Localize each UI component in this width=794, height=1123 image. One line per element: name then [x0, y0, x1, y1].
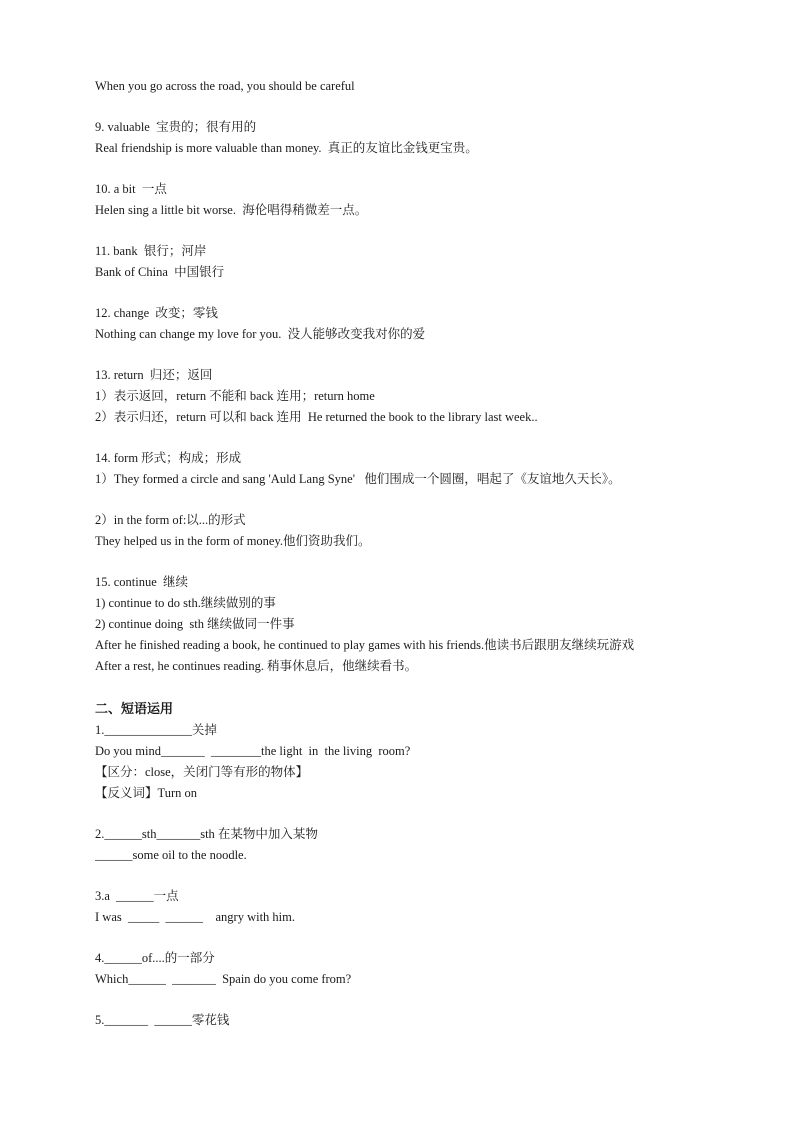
- item-line: 2) continue doing sth 继续做同一件事: [95, 617, 295, 631]
- item-head: 12. change 改变；零钱: [95, 306, 218, 320]
- item-line: Helen sing a little bit worse. 海伦唱得稍微差一点。: [95, 203, 368, 217]
- exercise-4: [95, 948, 735, 990]
- exercise-3: [95, 886, 735, 928]
- section-title: 二、短语运用: [95, 702, 174, 717]
- item-line: Real friendship is more valuable than money. 真正的友谊比金钱更宝贵。: [95, 141, 478, 155]
- exercise-line: 4.______of....的一部分: [95, 951, 215, 965]
- vocab-item-13: [95, 365, 735, 428]
- vocab-item-14: [95, 448, 735, 490]
- item-line: 1) continue to do sth.继续做别的事: [95, 596, 276, 610]
- item-line: 1）表示返回，return 不能和 back 连用；return home: [95, 389, 375, 403]
- exercise-line: 5._______ ______零花钱: [95, 1013, 230, 1027]
- item-line: After he finished reading a book, he continued to play games with his friends.他读书后跟朋友继续玩游戏: [95, 638, 635, 652]
- item-head: 9. valuable 宝贵的；很有用的: [95, 120, 257, 134]
- exercise-line: Which______ _______ Spain do you come from?: [95, 972, 352, 986]
- exercise-line: 2.______sth_______sth 在某物中加入某物: [95, 827, 318, 841]
- exercise-5: [95, 1010, 735, 1031]
- item-line: 1）They formed a circle and sang 'Auld Lang Syne' 他们围成一个圆圈，唱起了《友谊地久天长》。: [95, 472, 621, 486]
- item-line: After a rest, he continues reading. 稍事休息后，他继续看书。: [95, 659, 418, 673]
- item-head: 11. bank 银行；河岸: [95, 244, 207, 258]
- vocab-item-14-2: [95, 510, 735, 552]
- item-line: Nothing can change my love for you. 没人能够改变我对你的爱: [95, 327, 426, 341]
- item-head: 13. return 归还；返回: [95, 368, 213, 382]
- exercise-line: I was _____ ______ angry with him.: [95, 910, 295, 924]
- vocab-item-11: [95, 241, 735, 283]
- item-head: 14. form 形式；构成；形成: [95, 451, 242, 465]
- exercise-line: Do you mind_______ ________the light in the living room?: [95, 744, 411, 758]
- exercise-line: ______some oil to the noodle.: [95, 848, 247, 862]
- vocab-item-12: [95, 303, 735, 345]
- vocab-item-15: [95, 572, 735, 677]
- exercise-line: 【反义词】Turn on: [95, 786, 197, 800]
- intro-sentence: When you go across the road, you should be careful: [95, 79, 355, 93]
- document-page: [95, 76, 735, 1031]
- item-line: They helped us in the form of money.他们资助我们。: [95, 534, 371, 548]
- exercise-line: 3.a ______一点: [95, 889, 179, 903]
- exercise-line: 1.______________关掉: [95, 723, 217, 737]
- exercise-1: [95, 720, 735, 804]
- item-head: 2）in the form of:以...的形式: [95, 513, 246, 527]
- vocab-item-10: [95, 179, 735, 221]
- exercise-line: 【区分：close，关闭门等有形的物体】: [95, 765, 309, 779]
- item-line: 2）表示归还，return 可以和 back 连用 He returned the book to the library last week..: [95, 410, 538, 424]
- item-head: 10. a bit 一点: [95, 182, 167, 196]
- vocab-item-9: [95, 117, 735, 159]
- item-head: 15. continue 继续: [95, 575, 189, 589]
- exercise-2: [95, 824, 735, 866]
- item-line: Bank of China 中国银行: [95, 265, 225, 279]
